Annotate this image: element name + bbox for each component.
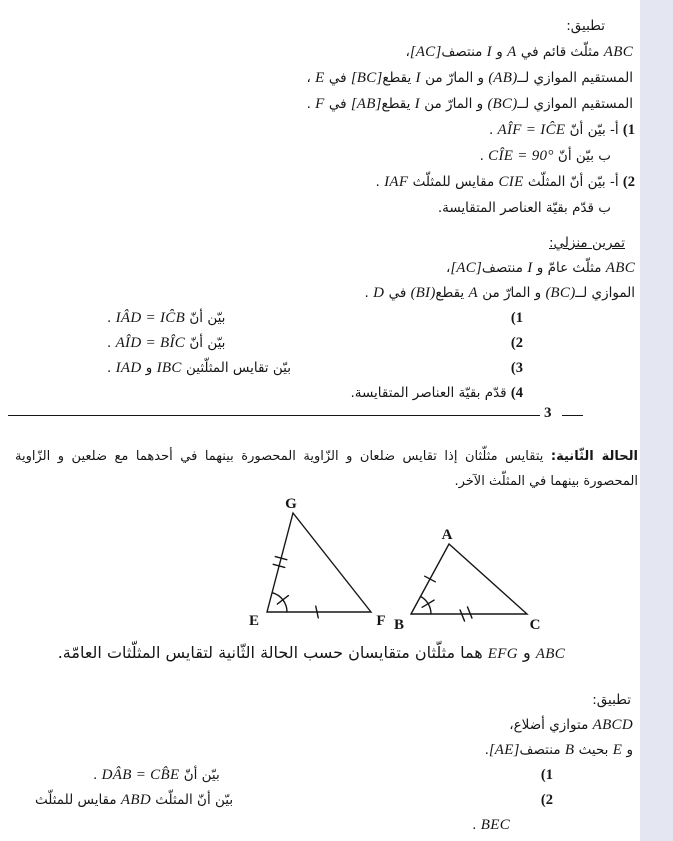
math-expression: EFG [487, 646, 518, 662]
math-expression: ABC [603, 44, 633, 60]
double-tick-EG [273, 557, 287, 568]
item-number: 2) [510, 335, 523, 351]
math-expression: [AB] [350, 96, 382, 112]
math-expression: A [507, 44, 517, 60]
line-content [365, 285, 635, 301]
text-line [35, 91, 635, 117]
text-segment: . [107, 335, 116, 351]
line-content [489, 122, 635, 138]
math-expression: BEC [480, 817, 510, 833]
text-segment: في [324, 70, 351, 86]
homework-lines [35, 256, 635, 406]
section-application-1 [35, 13, 635, 221]
text-segment: في [384, 285, 411, 301]
line-content [485, 742, 633, 758]
text-line [35, 381, 635, 406]
line-content [307, 96, 633, 112]
text-segment: . [488, 122, 498, 138]
text-segment: ، [446, 260, 451, 276]
text-segment: منتصف [441, 44, 487, 60]
math-expression: B [564, 742, 575, 758]
angle-tick-E [277, 596, 288, 605]
text-segment: . [107, 310, 116, 326]
text-segment: منتصف [481, 260, 528, 276]
text-line [35, 738, 635, 763]
math-expression: ABC [535, 646, 565, 662]
math-expression: [BC] [350, 70, 383, 86]
item-number: 1) [622, 122, 635, 138]
math-expression: F [315, 96, 325, 112]
text-segment: و المارّ من [477, 285, 546, 301]
math-expression: ABD [120, 792, 151, 808]
line-content [35, 788, 233, 813]
text-segment: مثلّث عامّ و [532, 260, 606, 276]
text-segment: مقايس للمثلّث [408, 174, 499, 190]
text-segment: مثلّث قائم في [516, 44, 604, 60]
text-segment: بيّن تقايس المثلّثين [181, 360, 291, 376]
text-line [35, 813, 635, 838]
math-expression: I [415, 70, 421, 86]
math-expression: [AC] [409, 44, 442, 60]
text-segment: بيّن أنّ [185, 335, 226, 351]
text-segment: الموازي لــ [575, 285, 635, 301]
text-segment: و [141, 360, 157, 376]
text-segment: يقطع [381, 96, 415, 112]
line-content [107, 331, 225, 356]
divider-rule [8, 415, 540, 416]
item-number: 3) [510, 360, 523, 376]
math-expression: (BI) [410, 285, 436, 301]
line-content [58, 643, 565, 662]
line-content [480, 148, 611, 164]
text-segment: ، [306, 70, 316, 86]
text-segment: ، [405, 44, 410, 60]
math-expression: DÂB = CB̂E [101, 767, 180, 783]
divider-dash [562, 415, 583, 416]
text-line [35, 195, 635, 221]
item-number: 1) [510, 310, 523, 326]
triangle-EGF [267, 513, 371, 618]
text-segment: و [517, 643, 536, 662]
text-line [35, 117, 635, 143]
text-segment: المستقيم الموازي لــ [517, 96, 633, 112]
numbered-item [35, 788, 635, 813]
line-content [375, 174, 635, 190]
math-expression: (AB) [488, 70, 518, 86]
math-expression: I [527, 260, 533, 276]
line-content [93, 763, 220, 788]
page-edge-band [640, 0, 673, 841]
text-segment: ب بيّن أنّ [553, 148, 611, 164]
math-expression: I [486, 44, 492, 60]
text-segment: بيّن أنّ [185, 310, 226, 326]
page-number: 3 [544, 405, 552, 421]
triangle-ABC [411, 544, 527, 621]
text-line [35, 143, 635, 169]
text-line [35, 713, 635, 738]
numbered-item [35, 356, 635, 381]
text-segment: . [472, 817, 481, 833]
text-segment: . [364, 285, 374, 301]
math-expression: AÎF = IĈE [497, 122, 566, 138]
text-segment: منتصف [519, 742, 565, 758]
vertex-label-B: B [393, 617, 405, 633]
text-segment: . [479, 148, 489, 164]
math-expression: IÂD = IĈB [115, 310, 186, 326]
triangle-ABC-outline [411, 544, 527, 614]
section-application-2 [35, 688, 635, 838]
text-segment: متوازي أضلاع، [509, 717, 593, 733]
math-expression: IAF [384, 174, 409, 190]
homework-heading: تمرين منزلي: [548, 235, 625, 251]
item-number: 2) [622, 174, 635, 190]
math-expression: AÎD = BÎC [115, 335, 186, 351]
text-segment: . [107, 360, 116, 376]
application1-lines [35, 39, 635, 221]
math-expression: E [612, 742, 623, 758]
math-expression: (BC) [487, 96, 518, 112]
text-segment: ب قدّم بقيّة العناصر المتقايسة. [437, 200, 611, 216]
line-content [107, 356, 291, 381]
vertex-label-G: G [285, 496, 297, 512]
line-content [509, 717, 633, 733]
math-expression: [AE] [488, 742, 520, 758]
numbered-item [35, 331, 635, 356]
math-expression: IAD [115, 360, 142, 376]
line-content [438, 200, 611, 216]
text-line [35, 39, 635, 65]
line-content [406, 44, 634, 60]
text-segment: يقطع [435, 285, 469, 301]
line-content [307, 70, 634, 86]
case2-lead: الحالة الثّانية: [550, 449, 638, 464]
text-segment: . [484, 742, 489, 758]
text-line [35, 256, 635, 281]
text-segment: . [306, 96, 316, 112]
line-content [446, 260, 635, 276]
text-segment: يقطع [382, 70, 416, 86]
text-segment: . [93, 767, 102, 783]
math-expression: CÎE = 90° [488, 148, 554, 164]
text-segment: و المارّ من [419, 96, 488, 112]
section-homework [35, 231, 635, 406]
single-tick-EF [316, 606, 318, 618]
vertex-label-A: A [441, 527, 453, 543]
math-expression: IBC [156, 360, 182, 376]
application2-lines [35, 713, 635, 838]
item-number: 2) [540, 792, 553, 808]
text-segment: و [491, 44, 508, 60]
math-expression: [AC] [450, 260, 482, 276]
text-segment: قدّم بقيّة العناصر المتقايسة. [350, 385, 511, 401]
text-line [35, 169, 635, 195]
line-content [107, 306, 225, 331]
vertex-label-F: F [376, 613, 386, 629]
text-segment: و المارّ من [420, 70, 489, 86]
text-segment: في [324, 96, 351, 112]
text-segment: أ- بيّن أنّ [565, 122, 623, 138]
triangle-EGF-outline [267, 513, 371, 612]
text-segment: و [622, 742, 633, 758]
text-line [57, 640, 565, 667]
text-segment: بحيث [574, 742, 613, 758]
double-tick-BC [460, 607, 472, 621]
math-expression: ABC [605, 260, 635, 276]
application2-heading: تطبيق: [592, 692, 631, 708]
math-expression: I [414, 96, 420, 112]
application1-heading: تطبيق: [566, 18, 605, 34]
math-expression: E [315, 70, 325, 86]
angle-arc-E [272, 593, 287, 612]
math-expression: D [373, 285, 385, 301]
text-segment: أ- بيّن أنّ المثلّث [523, 174, 623, 190]
single-tick-AB [425, 576, 436, 582]
numbered-item [35, 306, 635, 331]
text-segment: مقايس للمثلّث [35, 792, 121, 808]
line-content [472, 817, 510, 833]
item-number: 1) [540, 767, 553, 783]
angle-arc-B [421, 596, 432, 614]
vertex-label-E: E [248, 613, 260, 629]
text-segment: بيّن أنّ [179, 767, 220, 783]
text-segment: بيّن أنّ المثلّث [150, 792, 234, 808]
text-segment: . [375, 174, 385, 190]
item-number: 4) [510, 385, 523, 401]
math-expression: CIE [498, 174, 524, 190]
line-content [350, 385, 523, 401]
math-expression: A [468, 285, 478, 301]
math-expression: (BC) [545, 285, 576, 301]
case2-body: يتقايس مثلّثان إذا تقايس ضلعان و الزّاوية المحصورة بينهما في أحدهما مع ضلعين و الزّاوية المحصورة بينهما في المثلّث الآخر. [15, 449, 638, 489]
text-segment: المستقيم الموازي لــ [517, 70, 633, 86]
vertex-label-C: C [529, 617, 541, 633]
section-case2-rule [15, 444, 638, 494]
angle-tick-B [422, 600, 434, 607]
math-expression: ABCD [592, 717, 633, 733]
numbered-item [35, 763, 635, 788]
text-segment: هما مثلّثان متقايسان حسب الحالة الثّانية لتقايس المثلّثات العامّة. [57, 643, 488, 662]
text-line [35, 65, 635, 91]
figure-caption [57, 640, 565, 667]
text-line [35, 281, 635, 306]
